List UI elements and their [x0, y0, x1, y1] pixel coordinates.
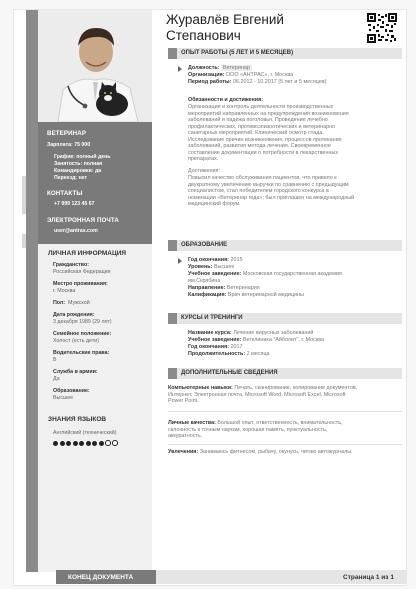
course-name-value: Лечение вирусных заболеваний	[233, 330, 314, 336]
language-level-dot	[86, 441, 91, 446]
residence-label: Местро проживания:	[53, 281, 108, 287]
achievements-line: номинации «Ветеринар года»; был приглашен на международный	[188, 194, 355, 201]
duties-line: заболеваний, развития метода лечения. Своевременное	[188, 143, 331, 149]
language-level-dot	[53, 441, 58, 446]
duties-line: Исследование причин возникновения, процессов протекания	[188, 136, 342, 143]
gender-value: Мужской	[68, 300, 90, 306]
edu-level-value: Высшее	[213, 264, 235, 270]
edu-qual-value: Врач ветеринарной медицины	[227, 292, 304, 298]
duties-line: Организация и контроль деятельности производственных	[188, 104, 334, 110]
duties-line: составление документации о потребности в лекарственных	[188, 149, 339, 156]
name-line-1: Журавлёв Евгений	[166, 12, 284, 27]
salary: Зарплата: 75 000	[47, 142, 91, 148]
language-level-dot	[105, 440, 111, 446]
family-value: Холост (есть дети)	[53, 338, 99, 344]
language-level-dot	[112, 440, 118, 446]
name-line-2: Степанович	[166, 27, 241, 43]
sidebar-summary	[38, 122, 152, 244]
achievements-line: медицинский форум.	[188, 201, 241, 207]
achievements-line: специалистом, стал победителем городского конкурса в	[188, 188, 329, 194]
schedule: График: полный день	[54, 154, 111, 160]
duties-line: препаратах.	[188, 156, 219, 162]
course-year-value: 2017	[230, 344, 243, 350]
personal-qualities-line-text: Большой опыт, ответственность, внимательность,	[217, 420, 343, 426]
hobby-label: Увлечения:	[168, 449, 199, 455]
edu-dir-value: Ветеринария	[226, 285, 260, 291]
courses-title: КУРСЫ И ТРЕНИНГИ	[181, 315, 243, 321]
computer-skills-line-label: Компьютерные навыки:	[168, 385, 235, 391]
page-number: Страница 1 из 1	[343, 574, 394, 581]
position-label: Должность:	[188, 65, 220, 71]
achievements-title: Достижения:	[188, 168, 220, 174]
gender-label: Пол:	[53, 300, 66, 306]
computer-skills-line-text: Печать, сканирование, копирование документов,	[234, 385, 358, 391]
divider	[168, 411, 402, 412]
edu-year-value: 2015	[230, 257, 243, 263]
experience-title: ОПЫТ РАБОТЫ (5 ЛЕТ И 5 МЕСЯЦЕВ)	[181, 50, 294, 56]
full-name	[166, 12, 284, 43]
citizenship-label: Гражданство:	[53, 262, 89, 268]
period-label: Период работы:	[188, 79, 232, 85]
relocation: Переезд: нет	[54, 175, 88, 181]
achievements-line: Повысил качество обслуживания пациентов, что привело к	[188, 175, 337, 181]
residence-value: г. Москва	[53, 288, 76, 294]
additional-title: ДОПОЛНИТЕЛЬНЫЕ СВЕДЕНИЯ	[181, 370, 278, 376]
language-level-dot	[66, 441, 71, 446]
personal-qualities-line-label: Личные качества:	[168, 420, 218, 426]
achievements-line: двукратному увеличению выручки по сравнению с предыдущим	[188, 181, 349, 188]
language-name: Английский (технический)	[53, 430, 117, 436]
family-label: Семейное положение:	[53, 331, 112, 337]
email-title: ЭЛЕКТРОННАЯ ПОЧТА	[47, 217, 119, 224]
edu-inst-value-2: им.Скрябина	[188, 278, 221, 284]
achievements-text	[188, 175, 354, 208]
bullet-icon	[178, 66, 182, 72]
personal-qualities-line-text: аккуратность.	[168, 433, 203, 439]
duties-text	[188, 104, 349, 163]
personal-info-title: ЛИЧНАЯ ИНФОРМАЦИЯ	[48, 250, 127, 257]
course-inst-value: Ветклиника "Айболит", г. Москва	[242, 337, 325, 343]
personal-qualities-line-text: склонность к точным наукам, хорошая память, пунктуальность,	[168, 426, 328, 433]
edu-year-label: Год окончания:	[188, 257, 230, 263]
phone[interactable]: +7 999 123 45 67	[54, 201, 95, 207]
birth-label: Дата рождения:	[53, 312, 95, 318]
organization-value: ООО «АНТРАС», г. Москва	[225, 72, 294, 78]
edu-inst-value: Московская государственная академия	[242, 271, 342, 277]
army-label: Служба в армии:	[53, 369, 98, 375]
edu-level-label: Уровень:	[188, 264, 213, 270]
period-value: 06.2012 - 10.2017 (5 лет и 5 месяцев)	[232, 79, 327, 85]
duties-line: заболеваний и падежа поголовья. Проведение лечебно	[188, 117, 328, 123]
license-value: B	[53, 357, 57, 363]
army-value: Да	[53, 376, 60, 382]
language-level	[53, 439, 119, 446]
languages-title: ЗНАНИЯ ЯЗЫКОВ	[48, 416, 107, 423]
course-dur-label: Продолжительность:	[188, 351, 246, 357]
personal-qualities	[168, 420, 343, 440]
course-year-label: Год окончания:	[188, 344, 230, 350]
sidebar-accent-bar	[26, 10, 38, 572]
citizenship-value: Российская Федерация	[53, 269, 111, 275]
language-level-dot	[79, 441, 84, 446]
license-label: Водительские права:	[53, 350, 110, 356]
language-level-dot	[92, 441, 97, 446]
education-value: Высшее	[53, 395, 74, 401]
duties-line: профилактических, противоэпизоотических и ветеринарно	[188, 123, 336, 130]
divider	[168, 444, 402, 445]
language-level-dot	[99, 441, 104, 446]
position-title: ВЕТЕРИНАР	[47, 130, 87, 137]
business-trips: Командировки: да	[54, 168, 102, 174]
course-name-label: Название курса:	[188, 330, 232, 336]
hobby-value: Занимаюсь фитнесом, рыбачу, окунусь, читаю автожурналы.	[199, 449, 353, 455]
duties-line: мероприятий направленных на предупреждения возникновения	[188, 110, 349, 117]
language-level-dot	[73, 441, 78, 446]
decor-stripe	[22, 234, 26, 248]
education-title: ОБРАЗОВАНИЕ	[181, 242, 228, 248]
computer-skills-line	[168, 398, 357, 405]
computer-skills-line-text: Интернет, Электронная почта, Microsoft Word, Microsoft Excel, Microsoft	[168, 391, 346, 398]
duties-title: Обязанности и достижения:	[188, 97, 264, 103]
edu-qual-label: Калификация:	[188, 292, 227, 298]
qr-code-icon	[367, 13, 397, 43]
end-of-document: КОНЕЦ ДОКУМЕНТА	[68, 574, 134, 581]
language-level-dot	[60, 441, 65, 446]
personal-qualities-line	[168, 433, 343, 440]
profile-photo	[38, 10, 152, 122]
employment: Занятость: полная	[54, 161, 103, 167]
contacts-title: КОНТАКТЫ	[47, 190, 83, 197]
course-dur-value: 2 месяца	[246, 351, 270, 357]
bullet-icon	[178, 258, 182, 264]
duties-line: санитарных мероприятий. Клинический осмотр стада.	[188, 130, 324, 136]
decor-stripe	[22, 176, 26, 214]
email[interactable]: user@antras.com	[54, 228, 98, 234]
computer-skills	[168, 385, 357, 405]
position-value: Ветеринар	[223, 65, 250, 71]
birth-value: 3 декабря 1989 (29 лет)	[53, 319, 112, 325]
organization-label: Организация:	[188, 72, 225, 78]
computer-skills-line-text: Power Point.	[168, 398, 199, 404]
course-inst-label: Учебное заведение:	[188, 337, 242, 343]
edu-inst-label: Учебное заведение:	[188, 271, 242, 277]
edu-dir-label: Направление:	[188, 285, 226, 291]
education-label: Образование:	[53, 388, 90, 394]
